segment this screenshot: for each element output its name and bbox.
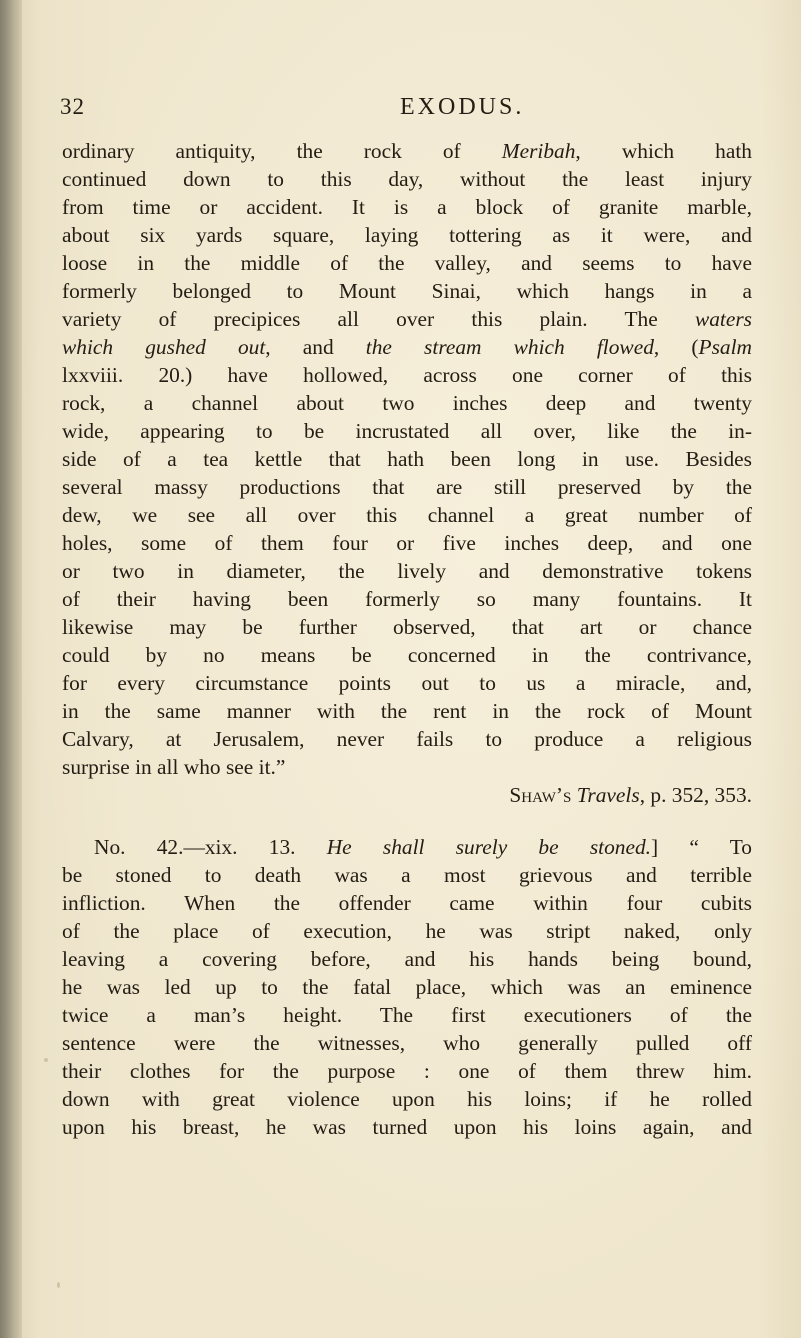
text-line: down with great violence upon his loins; if he rolled xyxy=(62,1087,752,1111)
text-line: ordinary antiquity, the rock of Meribah, which hath xyxy=(62,139,752,163)
citation: Shaw’s Travels, p. 352, 353. xyxy=(509,783,752,807)
text-line: twice a man’s height. The first executioners of the xyxy=(62,1003,752,1027)
paragraph-no-42 xyxy=(62,833,752,1141)
text-line: sentence were the witnesses, who generally pulled off xyxy=(62,1031,752,1055)
text-line: or two in diameter, the lively and demonstrative tokens xyxy=(62,559,752,583)
page-body xyxy=(62,137,752,1141)
text-line: infliction. When the offender came within four cubits xyxy=(62,891,752,915)
text-line: formerly belonged to Mount Sinai, which hangs in a xyxy=(62,279,752,303)
text-line: from time or accident. It is a block of granite marble, xyxy=(62,195,752,219)
text-line: holes, some of them four or five inches deep, and one xyxy=(62,531,752,555)
text-line: loose in the middle of the valley, and seems to have xyxy=(62,251,752,275)
text-line: for every circumstance points out to us a miracle, and, xyxy=(62,671,752,695)
text-line: in the same manner with the rent in the rock of Mount xyxy=(62,699,752,723)
text-line: Calvary, at Jerusalem, never fails to produce a religious xyxy=(62,727,752,751)
text-line: about six yards square, laying tottering as it were, and xyxy=(62,223,752,247)
text-line: be stoned to death was a most grievous and terrible xyxy=(62,863,752,887)
text-line: likewise may be further observed, that art or chance xyxy=(62,615,752,639)
paper-speck xyxy=(44,1058,48,1062)
binding-gutter xyxy=(0,0,22,1338)
text-line: leaving a covering before, and his hands being bound, xyxy=(62,947,752,971)
text-line: surprise in all who see it.” xyxy=(62,755,286,779)
running-head: EXODUS. xyxy=(400,94,525,120)
text-line: rock, a channel about two inches deep and twenty xyxy=(62,391,752,415)
text-line: could by no means be concerned in the contrivance, xyxy=(62,643,752,667)
text-line: wide, appearing to be incrustated all over, like the in- xyxy=(62,419,752,443)
page-header xyxy=(60,94,750,124)
text-line: variety of precipices all over this plain. The waters xyxy=(62,307,752,331)
text-line: several massy productions that are still preserved by the xyxy=(62,475,752,499)
text-line: their clothes for the purpose : one of them threw him. xyxy=(62,1059,752,1083)
text-line: lxxviii. 20.) have hollowed, across one corner of this xyxy=(62,363,752,387)
entry-heading-line: No. 42.—xix. 13. He shall surely be stoned.] “ To xyxy=(94,835,752,859)
text-line: of their having been formerly so many fountains. It xyxy=(62,587,752,611)
page-number: 32 xyxy=(60,94,85,119)
text-line: dew, we see all over this channel a great number of xyxy=(62,503,752,527)
text-line: side of a tea kettle that hath been long in use. Besides xyxy=(62,447,752,471)
text-line: of the place of execution, he was stript naked, only xyxy=(62,919,752,943)
text-line: upon his breast, he was turned upon his loins again, and xyxy=(62,1115,752,1139)
paragraph-shaw-quotation xyxy=(62,137,752,809)
paper-speck xyxy=(57,1282,60,1288)
text-line: he was led up to the fatal place, which was an eminence xyxy=(62,975,752,999)
text-line: which gushed out, and the stream which flowed, (Psalm xyxy=(62,335,752,359)
text-line: continued down to this day, without the least injury xyxy=(62,167,752,191)
